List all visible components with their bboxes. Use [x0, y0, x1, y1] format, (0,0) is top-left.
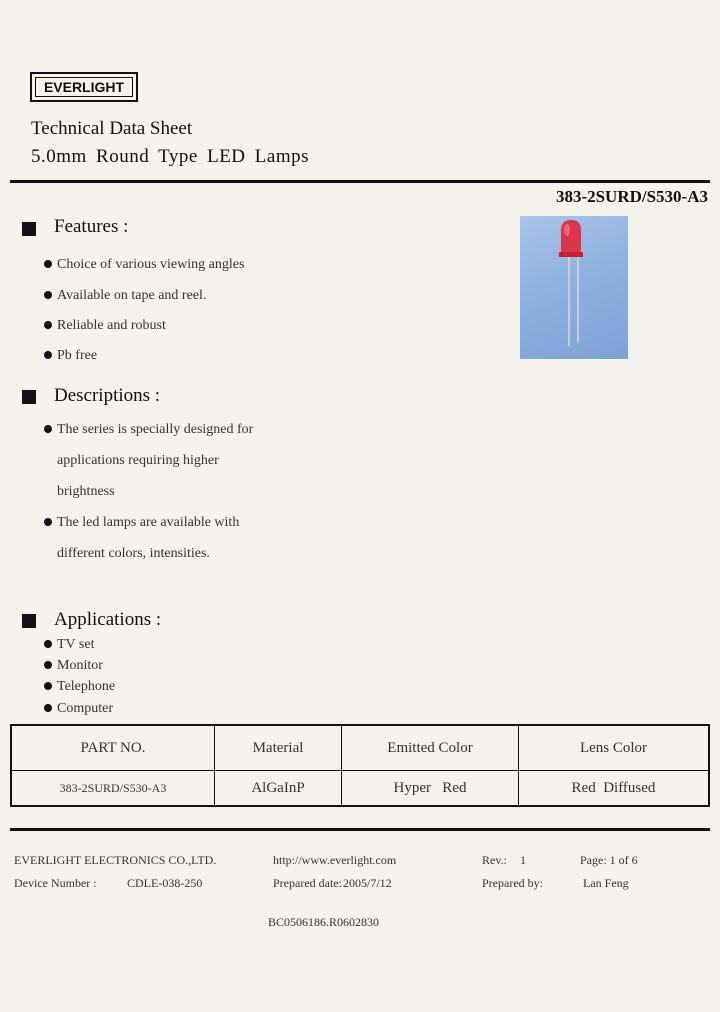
table-row	[11, 771, 709, 807]
rev-value: 1	[520, 853, 526, 867]
table-header-cell: Material	[215, 725, 342, 771]
everlight-logo	[30, 72, 138, 102]
led-photo	[520, 216, 628, 359]
list-item	[44, 658, 103, 674]
list-item	[44, 348, 97, 364]
list-item-text: Reliable and robust	[57, 318, 166, 333]
list-item-text: The series is specially designed for	[57, 422, 254, 437]
list-item	[44, 701, 113, 717]
list-item	[44, 679, 115, 695]
part-number: 383-2SURD/S530-A3	[555, 187, 708, 206]
bullet-icon	[44, 682, 52, 690]
list-item	[44, 318, 166, 334]
bullet-icon	[44, 640, 52, 648]
section-square-icon	[22, 390, 36, 404]
list-item	[44, 422, 253, 438]
bullet-icon	[44, 351, 52, 359]
table-header-cell: Emitted Color	[342, 725, 519, 771]
prepared-date-label: Prepared date:	[273, 876, 342, 890]
table-cell: 383-2SURD/S530-A3	[11, 771, 215, 807]
document-code: BC0506186.R0602830	[268, 915, 380, 929]
list-item-text: The led lamps are available with	[57, 515, 240, 530]
bullet-icon	[44, 425, 52, 433]
table-cell: Red Diffused	[519, 771, 710, 807]
section-square-icon	[22, 222, 36, 236]
prepared-by-label: Prepared by:	[482, 876, 543, 890]
features-heading: Features :	[54, 216, 129, 237]
list-item-text: Choice of various viewing angles	[57, 257, 245, 272]
list-item	[44, 637, 94, 653]
list-item-continuation: applications requiring higher	[57, 453, 219, 468]
list-item	[44, 288, 206, 304]
footer-divider	[10, 828, 710, 831]
section-square-icon	[22, 614, 36, 628]
header-divider	[10, 180, 710, 183]
doc-subtitle: 5.0mm Round Type LED Lamps	[31, 146, 309, 167]
logo-text: EVERLIGHT	[35, 77, 133, 97]
prepared-by: Lan Feng	[583, 876, 629, 890]
doc-title: Technical Data Sheet	[31, 118, 193, 139]
page-number: Page: 1 of 6	[580, 853, 638, 867]
list-item-text: Pb free	[57, 348, 98, 363]
table-header-cell: PART NO.	[11, 725, 215, 771]
list-item	[44, 257, 244, 273]
list-item-text: Computer	[57, 701, 113, 716]
list-item-text: TV set	[57, 637, 95, 652]
rev-label: Rev.:	[482, 853, 507, 867]
list-item-text: Telephone	[57, 679, 116, 694]
device-number: CDLE-038-250	[127, 876, 203, 890]
list-item	[44, 515, 239, 531]
prepared-date: 2005/7/12	[343, 876, 392, 890]
company-name: EVERLIGHT ELECTRONICS CO.,LTD.	[14, 853, 217, 867]
bullet-icon	[44, 704, 52, 712]
spec-table	[10, 724, 710, 807]
applications-heading: Applications :	[54, 609, 162, 630]
descriptions-heading: Descriptions :	[54, 385, 161, 406]
led-lamp-icon	[520, 216, 628, 359]
bullet-icon	[44, 260, 52, 268]
list-item-text: Available on tape and reel.	[57, 288, 207, 303]
list-item-text: Monitor	[57, 658, 103, 673]
bullet-icon	[44, 518, 52, 526]
list-item-continuation: brightness	[57, 484, 115, 499]
table-cell: Hyper Red	[342, 771, 519, 807]
table-header-cell: Lens Color	[519, 725, 710, 771]
table-header-row	[11, 725, 709, 771]
bullet-icon	[44, 321, 52, 329]
list-item-continuation: different colors, intensities.	[57, 546, 210, 561]
website-link[interactable]: http://www.everlight.com	[273, 853, 397, 867]
table-cell: AlGaInP	[215, 771, 342, 807]
device-number-label: Device Number :	[14, 876, 97, 890]
bullet-icon	[44, 291, 52, 299]
bullet-icon	[44, 661, 52, 669]
